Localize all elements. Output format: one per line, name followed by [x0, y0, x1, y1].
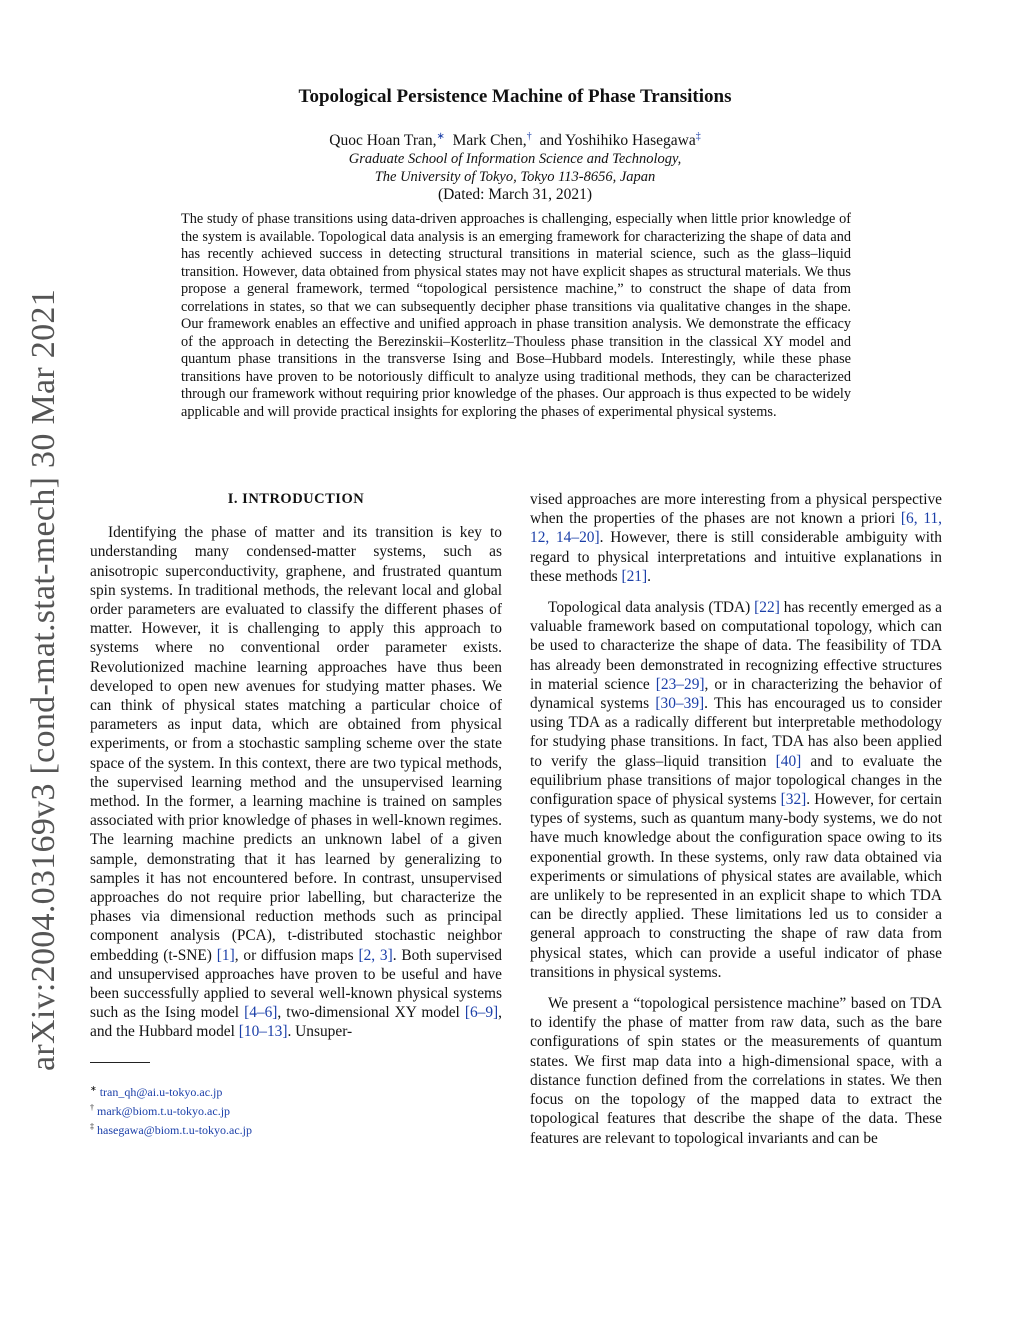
citation-link[interactable]: [22]: [754, 599, 780, 617]
citation-link[interactable]: [21]: [621, 567, 648, 585]
email-link[interactable]: hasegawa@biom.t.u-tokyo.ac.jp: [97, 1122, 253, 1137]
affiliation-line: Graduate School of Information Science and Technology,: [348, 151, 682, 168]
citation-link[interactable]: [6–9]: [464, 1004, 499, 1022]
author-mark[interactable]: †: [526, 131, 532, 142]
citation-link[interactable]: [10–13]: [238, 1023, 288, 1041]
author-block: [100, 128, 930, 204]
footnote: † mark@biom.t.u-tokyo.ac.jp: [90, 1102, 231, 1118]
author-list: [100, 128, 930, 150]
arxiv-sidebar-stamp: [14, 270, 74, 1090]
affiliation-line: The University of Tokyo, Tokyo 113-8656, Japan: [374, 169, 656, 186]
right-column: [530, 490, 942, 1160]
citation-link[interactable]: [32]: [780, 791, 807, 809]
body-paragraph: Identifying the phase of matter and its transition is key to understanding many condensed-matter systems, such as anisotropic superconductivity, graphene, and frustrated quantum spin systems. In traditional methods, the relevant local and global order parameters are evaluated to classify the different phases of matter. However, it is challenging to apply this approach to systems where no conventional order parameter exists. Revolutionized machine learning approaches have thus been developed to open new avenues for studying matter phases. We can think of physical states matching a particular choice of parameters as input data, which are obtained from physical experiments, or from a stochastic sampling scheme over the state space of the system. In this context, there are two typical methods, the supervised learning method and the unsupervised learning method. In the former, a learning machine is trained on samples associated with prior knowledge of phases in well-known regimes. The learning machine predicts an unknown label of a given sample, demonstrating that it has learned by generalizing to samples it has not encountered before. In contrast, unsupervised approaches do not require prior labelling, but characterize the phases via dimensional reduction methods such as principal component analysis (PCA), t-distributed stochastic neighbor embedding (t-SNE) [1], or diffusion maps [2, 3]. Both supervised and unsupervised approaches have proven to be useful and have been successfully applied to several well-known physical systems such as the Ising model [4–6], two-dimensional XY model [6–9], and the Hubbard model [10–13]. Unsuper-: [90, 524, 503, 1041]
citation-link[interactable]: [2, 3]: [358, 946, 393, 964]
left-column: [90, 490, 502, 1138]
footnote: ∗ tran_qh@ai.u-tokyo.ac.jp: [90, 1083, 223, 1099]
dated-line: (Dated: March 31, 2021): [437, 186, 593, 204]
body-paragraph: vised approaches are more interesting from a physical perspective when the properties of the phases are not known a priori [6, 11, 12, 14–20]. However, there is still considerable ambiguity with regard to physical interpretations and intuitive explanations in these methods [21].: [530, 491, 942, 585]
abstract: The study of phase transitions using data-driven approaches is challenging, especially when little prior knowledge of the system is available. Topological data analysis is an emerging framework for characterizing the shape of data and has recently achieved success in detecting structural transitions in material science, such as the glass–liquid transition. However, data obtained from physical states may not have explicit shapes as structural materials. We thus propose a general framework, termed “topological persistence machine,” to construct the shape of data from correlations in states, so that we can subsequently decipher phase transitions via qualitative changes in the shape. Our framework enables an effective and unified approach in phase transition analysis. We demonstrate the efficacy of the approach in detecting the Berezinskii–Kosterlitz–Thouless phase transition in the classical XY model and quantum phase transitions in the transverse Ising and Bose–Hubbard models. Interestingly, while these phase transitions have proven to be notoriously difficult to analyze using traditional methods, they can be characterized through our framework without requiring prior knowledge of the phases. Our approach is thus expected to be widely applicable and will provide practical insights for exploring the phases of experimental physical systems.: [181, 211, 851, 420]
citation-link[interactable]: [6, 11, 12, 14–20]: [530, 510, 942, 547]
section-heading: I. INTRODUCTION: [227, 491, 365, 507]
author-name: Mark Chen,: [452, 132, 527, 150]
author-name: Quoc Hoan Tran,: [329, 132, 437, 150]
footnote-rule: [90, 1062, 150, 1063]
email-link[interactable]: tran_qh@ai.u-tokyo.ac.jp: [99, 1084, 223, 1099]
email-link[interactable]: mark@biom.t.u-tokyo.ac.jp: [97, 1103, 231, 1118]
arxiv-identifier: arXiv:2004.03169v3 [cond-mat.stat-mech] 30 Mar 2021: [25, 289, 62, 1072]
body-paragraph: We present a “topological persistence machine” based on TDA to identify the phase of matter from raw data, such as the bare configurations of spin states or the measurements of quantum states. We first map data into a high-dimensional space, with a distance function defined from the correlations in states. We then focus on the topology of the mapped data to extract the topological features that describe the shape of the data. These features are relevant to topological invariants and can be: [530, 995, 942, 1147]
paper-title: Topological Persistence Machine of Phase Transitions: [298, 86, 732, 107]
citation-link[interactable]: [23–29]: [655, 675, 705, 693]
author-name: and Yoshihiko Hasegawa: [539, 132, 696, 150]
citation-link[interactable]: [30–39]: [655, 695, 705, 713]
citation-link[interactable]: [1]: [216, 946, 235, 964]
author-mark[interactable]: ∗: [436, 131, 445, 142]
citation-link[interactable]: [40]: [775, 752, 802, 770]
citation-link[interactable]: [4–6]: [244, 1004, 278, 1022]
author-mark[interactable]: ‡: [695, 131, 701, 142]
footnote: ‡ hasegawa@biom.t.u-tokyo.ac.jp: [90, 1121, 253, 1137]
body-paragraph: Topological data analysis (TDA) [22] has recently emerged as a valuable framework based on computational topology, which can be used to characterize the shape of data. The feasibility of TDA has already been demonstrated in recognizing effective structures in material science [23–29], or in characterizing the behavior of dynamical systems [30–39]. This has encouraged us to consider using TDA as a radically different but interpretable methodology for studying phase transitions. In fact, TDA has also been applied to verify the glass–liquid transition [40] and to evaluate the equilibrium phase transitions of major topological changes in the configuration space of physical systems [32]. However, for certain types of systems, such as quantum many-body systems, we do not have much knowledge about the configuration space owing to its exponential growth. In these systems, only raw data obtained via experiments or simulations of physical states are available, which are unlikely to be represented in an explicit shape to which TDA can be directly applied. These limitations led us to consider a general approach to constructing the shape of raw data from physical states, which can provide a useful indicator of phase transitions in physical systems.: [530, 599, 943, 981]
